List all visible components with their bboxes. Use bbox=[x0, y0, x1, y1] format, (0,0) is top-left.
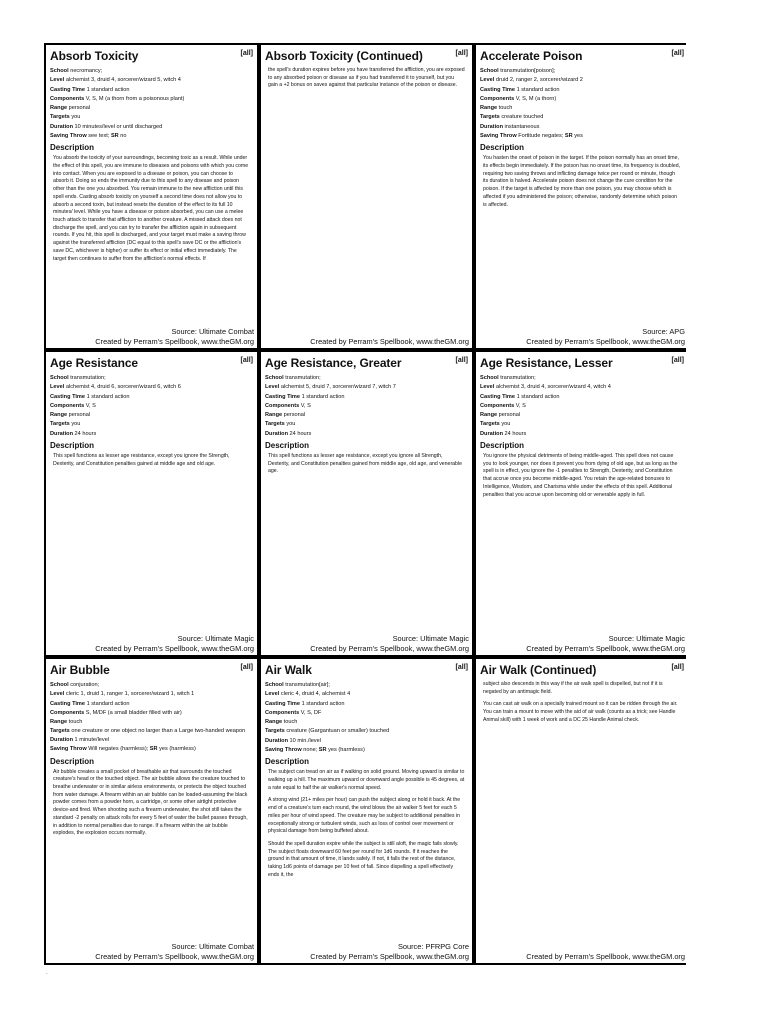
stat-value: touch bbox=[497, 105, 513, 112]
stat-row bbox=[50, 132, 253, 141]
description-paragraph: A strong wind (21+ miles per hour) can push the subject along or hold it back. At the end of a creature's turn each round, the wind blows the air walker 5 feet for each 5 miles per hour of wind speed. The creature may be subject to additional penalties in exceptionally strong or turbulent winds, such as loss of control over movement or physical damage from being buffeted about. bbox=[268, 797, 461, 835]
card-header bbox=[480, 49, 684, 65]
stat-row bbox=[265, 700, 468, 709]
card-footer bbox=[48, 942, 254, 961]
stat-label: School bbox=[480, 375, 499, 381]
card-description bbox=[50, 155, 253, 263]
spell-card-6 bbox=[46, 659, 257, 963]
stat-label: School bbox=[50, 68, 69, 74]
description-paragraph: The subject can tread on air as if walking on solid ground. Moving upward is similar to walking up a hill. The maximum upward or downward angle possible is 45 degrees, at a rate equal to half the air walker's normal speed. bbox=[268, 769, 465, 791]
stat-value: creature (Gargantuan or smaller) touched bbox=[284, 728, 390, 735]
spell-card-5 bbox=[476, 352, 688, 655]
stat-row bbox=[480, 132, 684, 141]
stat-value: you bbox=[499, 421, 511, 428]
card-description bbox=[50, 769, 253, 838]
stat-label: Casting Time bbox=[480, 86, 516, 93]
stat-value: touch bbox=[67, 719, 83, 726]
stat-row bbox=[480, 67, 684, 76]
stat-label: Range bbox=[265, 719, 283, 726]
card-title: Air Walk (Continued) bbox=[480, 663, 597, 677]
card-credit: Created by Perram's Spellbook, www.theGM.org bbox=[526, 643, 685, 653]
stat-label: Range bbox=[50, 719, 68, 726]
card-description bbox=[265, 453, 468, 476]
description-paragraph: You ignore the physical detriments of being middle-aged. This spell does not cause you to look younger, nor does it prevent you from dying of old age, but as long as the spell is in effect, you ignore the -1 penalties to Strength, Dexterity, and Constitution that accrue once you become middle-aged. You retain the age-related bonuses to Intelligence, Wisdom, and Charisma while under the effects of this spell. Additional penalties that you accrue upon becoming old or venerable apply in full. bbox=[483, 453, 678, 498]
stat-value: 1 standard action bbox=[300, 700, 345, 707]
stat-row bbox=[50, 681, 253, 690]
card-header bbox=[50, 663, 253, 679]
stat-row bbox=[50, 393, 253, 402]
stat-row bbox=[50, 718, 253, 727]
stat-value: 1 standard action bbox=[515, 86, 560, 93]
stat-row bbox=[265, 737, 468, 746]
stat-value: V, S, M (a thorn from a poisonous plant) bbox=[84, 95, 185, 102]
card-tag: [all] bbox=[671, 50, 684, 57]
stat-row bbox=[50, 430, 253, 439]
stat-value: transmutation[poison]; bbox=[498, 68, 556, 74]
card-source: Source: Ultimate Combat bbox=[171, 327, 254, 336]
page-dot: . bbox=[46, 970, 48, 976]
stat-label: Range bbox=[480, 412, 498, 419]
stat-label: Level bbox=[50, 384, 65, 391]
stat-label: Duration bbox=[480, 123, 503, 130]
card-description bbox=[480, 681, 684, 725]
stat-value: you bbox=[69, 114, 81, 121]
card-description bbox=[265, 67, 468, 90]
description-paragraph: subject also descends in this way if the air walk spell is dispelled, but not if it is negated by an antimagic field. bbox=[483, 681, 663, 695]
description-heading: Description bbox=[265, 757, 310, 767]
stat-label: Casting Time bbox=[265, 393, 301, 400]
stat-value: S, M/DF (a small bladder filled with air) bbox=[84, 709, 182, 716]
stat-value: alchemist 5, druid 7, sorcerer/wizard 7, witch 7 bbox=[279, 384, 396, 391]
spell-card-sheet bbox=[44, 43, 686, 965]
stat-label: Components bbox=[265, 709, 300, 716]
stat-value: transmutation; bbox=[68, 375, 106, 381]
card-title: Accelerate Poison bbox=[480, 49, 583, 63]
card-description bbox=[480, 453, 684, 499]
stat-label: Duration bbox=[50, 123, 73, 130]
card-title: Air Walk bbox=[265, 663, 312, 677]
card-title: Age Resistance bbox=[50, 356, 138, 370]
stat-label: Level bbox=[480, 77, 495, 84]
description-paragraph: Should the spell duration expire while the subject is still aloft, the magic fails slowly. The subject floats downward 60 feet per round for 1d6 rounds. If it reaches the ground in that amount of time, it lands safely. If not, it falls the rest of the distance, taking 1d6 points of damage per 10 feet of fall. Since dispelling a spell effectively ends it, the bbox=[268, 841, 459, 878]
card-tag: [all] bbox=[455, 664, 468, 671]
stat-row bbox=[50, 113, 253, 122]
card-stats bbox=[265, 681, 468, 755]
stat-value: 24 hours bbox=[73, 430, 97, 437]
stat-row bbox=[50, 736, 253, 745]
stat-row bbox=[480, 430, 684, 439]
description-heading: Description bbox=[480, 441, 525, 451]
spell-card-3 bbox=[46, 352, 257, 655]
stat-value: 10 min./level bbox=[288, 737, 321, 744]
stat-row bbox=[265, 690, 468, 699]
stat-label: School bbox=[265, 375, 284, 381]
stat-row bbox=[480, 402, 684, 411]
stat-label: Components bbox=[480, 95, 515, 102]
stat-row bbox=[265, 393, 468, 402]
card-footer bbox=[263, 337, 469, 347]
card-title: Age Resistance, Lesser bbox=[480, 356, 613, 370]
card-source: Source: Ultimate Combat bbox=[171, 942, 254, 951]
stat-row bbox=[50, 745, 253, 754]
card-credit: Created by Perram's Spellbook, www.theGM.org bbox=[310, 643, 469, 653]
stat-label: Targets bbox=[50, 421, 70, 428]
card-description bbox=[480, 155, 684, 209]
stat-label: Casting Time bbox=[265, 700, 301, 707]
stat-label: Range bbox=[50, 412, 68, 419]
card-credit: Created by Perram's Spellbook, www.theGM.org bbox=[95, 951, 254, 961]
stat-row bbox=[50, 700, 253, 709]
stat-row bbox=[265, 746, 468, 755]
stat-value: 1 standard action bbox=[300, 393, 345, 400]
stat-row bbox=[50, 383, 253, 392]
stat-value: alchemist 4, druid 6, sorcerer/wizard 6, witch 6 bbox=[64, 384, 181, 391]
card-footer bbox=[478, 327, 685, 346]
stat-value: personal bbox=[67, 412, 91, 419]
stat-row bbox=[480, 104, 684, 113]
stat-row bbox=[265, 430, 468, 439]
stat-value: yes (harmless) bbox=[157, 746, 196, 753]
stat-value: V, S bbox=[84, 402, 96, 409]
card-footer bbox=[478, 952, 685, 962]
stat-value: V, S bbox=[514, 402, 526, 409]
description-paragraph: This spell functions as lesser age resistance, except you ignore all Strength, Dexterity, and Constitution penalties gained from middle age, old age, and venerable age. bbox=[268, 453, 462, 475]
stat-value: conjuration; bbox=[68, 682, 100, 688]
stat-label: Targets bbox=[265, 728, 285, 735]
stat-label: Targets bbox=[480, 421, 500, 428]
spell-card-4 bbox=[261, 352, 472, 655]
stat-row bbox=[50, 123, 253, 132]
stat-value: 1 standard action bbox=[85, 86, 130, 93]
stat-row bbox=[480, 123, 684, 132]
stat-value: touch bbox=[282, 719, 298, 726]
stat-row bbox=[480, 95, 684, 104]
stat-row bbox=[50, 95, 253, 104]
spell-card-8 bbox=[476, 659, 688, 963]
stat-label: SR bbox=[318, 747, 327, 754]
card-stats bbox=[480, 374, 684, 439]
card-footer bbox=[48, 634, 254, 653]
card-credit: Created by Perram's Spellbook, www.theGM.org bbox=[526, 951, 685, 961]
card-title: Air Bubble bbox=[50, 663, 110, 677]
stat-row bbox=[265, 718, 468, 727]
stat-label: SR bbox=[564, 133, 573, 140]
card-title: Absorb Toxicity (Continued) bbox=[265, 49, 423, 63]
stat-value: necromancy; bbox=[68, 68, 103, 74]
stat-row bbox=[480, 393, 684, 402]
stat-value: no bbox=[118, 133, 127, 140]
stat-label: Components bbox=[50, 709, 85, 716]
stat-label: Saving Throw bbox=[50, 746, 87, 753]
stat-row bbox=[265, 681, 468, 690]
stat-label: Duration bbox=[480, 430, 503, 437]
card-credit: Created by Perram's Spellbook, www.theGM.org bbox=[310, 336, 469, 346]
stat-value: 10 minutes/level or until discharged bbox=[73, 123, 163, 130]
stat-label: Duration bbox=[50, 430, 73, 437]
card-title: Age Resistance, Greater bbox=[265, 356, 402, 370]
stat-row bbox=[50, 104, 253, 113]
card-stats bbox=[50, 374, 253, 439]
stat-label: Saving Throw bbox=[265, 747, 302, 754]
card-footer bbox=[48, 327, 254, 346]
stat-row bbox=[480, 374, 684, 383]
card-source: Source: PFRPG Core bbox=[397, 942, 469, 951]
stat-label: Level bbox=[480, 384, 495, 391]
stat-value: 24 hours bbox=[288, 430, 312, 437]
card-tag: [all] bbox=[671, 357, 684, 364]
card-stats bbox=[50, 681, 253, 755]
stat-row bbox=[50, 690, 253, 699]
card-header bbox=[480, 356, 684, 372]
stat-label: School bbox=[50, 375, 69, 381]
description-heading: Description bbox=[50, 143, 95, 153]
stat-label: Range bbox=[480, 105, 498, 112]
stat-row bbox=[265, 383, 468, 392]
stat-row bbox=[265, 374, 468, 383]
card-header bbox=[50, 49, 253, 65]
stat-label: Targets bbox=[480, 114, 500, 121]
spell-card-2 bbox=[476, 45, 688, 348]
stat-value: instantaneous bbox=[503, 123, 540, 130]
stat-value: personal bbox=[67, 105, 91, 112]
card-credit: Created by Perram's Spellbook, www.theGM.org bbox=[95, 643, 254, 653]
stat-row bbox=[50, 67, 253, 76]
card-header bbox=[265, 356, 468, 372]
stat-row bbox=[265, 420, 468, 429]
stat-value: V, S, M (a thorn) bbox=[514, 95, 557, 102]
card-credit: Created by Perram's Spellbook, www.theGM.org bbox=[526, 336, 685, 346]
stat-label: School bbox=[50, 682, 69, 688]
stat-row bbox=[480, 420, 684, 429]
spell-card-7 bbox=[261, 659, 472, 963]
stat-label: Casting Time bbox=[480, 393, 516, 400]
stat-row bbox=[50, 86, 253, 95]
stat-value: alchemist 3, druid 4, sorcerer/wizard 4, witch 4 bbox=[494, 384, 611, 391]
stat-row bbox=[265, 402, 468, 411]
stat-value: you bbox=[69, 421, 81, 428]
stat-value: druid 2, ranger 2, sorcerer/wizard 2 bbox=[494, 77, 583, 84]
card-title: Absorb Toxicity bbox=[50, 49, 139, 63]
stat-label: Level bbox=[50, 691, 65, 698]
stat-label: Duration bbox=[50, 737, 73, 744]
stat-label: Casting Time bbox=[50, 86, 86, 93]
stat-row bbox=[265, 727, 468, 736]
stat-value: creature touched bbox=[499, 114, 544, 121]
stat-value: 24 hours bbox=[503, 430, 527, 437]
stat-value: personal bbox=[497, 412, 521, 419]
stat-value: Will negates (harmless); bbox=[86, 746, 150, 753]
stat-label: SR bbox=[149, 746, 158, 753]
stat-value: cleric 4, druid 4, alchemist 4 bbox=[279, 691, 351, 698]
card-source: Source: APG bbox=[642, 327, 685, 336]
description-paragraph: You can cast air walk on a specially trained mount so it can be ridden through the air. You can train a mount to move with the aid of air walk (counts as a trick; see Handle Animal skill) with 1 week of work and a DC 25 Handle Animal check. bbox=[483, 701, 678, 723]
card-stats bbox=[50, 67, 253, 141]
stat-value: none; bbox=[301, 747, 319, 754]
stat-row bbox=[480, 411, 684, 420]
stat-value: V, S bbox=[299, 402, 311, 409]
card-description bbox=[265, 769, 468, 879]
stat-row bbox=[50, 709, 253, 718]
stat-value: personal bbox=[282, 412, 306, 419]
stat-row bbox=[50, 411, 253, 420]
stat-row bbox=[265, 709, 468, 718]
description-heading: Description bbox=[50, 756, 95, 766]
card-footer bbox=[478, 634, 685, 653]
stat-label: Casting Time bbox=[50, 393, 86, 400]
card-tag: [all] bbox=[240, 664, 253, 671]
stat-value: cleric 1, druid 1, ranger 1, sorcerer/wizard 1, witch 1 bbox=[64, 691, 195, 698]
stat-row bbox=[480, 383, 684, 392]
card-stats bbox=[265, 374, 468, 439]
stat-row bbox=[50, 76, 253, 85]
card-footer bbox=[263, 942, 469, 961]
stat-label: Range bbox=[265, 412, 283, 419]
stat-label: Targets bbox=[265, 421, 285, 428]
stat-value: V, S, DF bbox=[299, 709, 322, 716]
stat-row bbox=[480, 113, 684, 122]
stat-row bbox=[50, 402, 253, 411]
stat-label: Components bbox=[265, 402, 300, 409]
card-header bbox=[265, 49, 468, 65]
description-paragraph: the spell's duration expires before you have transferred the affliction, you are exposed to any absorbed poison or disease as if you had transferred it to yourself, but you gain a +2 bonus on saves against that particular instance of the poison or disease. bbox=[268, 67, 465, 89]
card-source: Source: Ultimate Magic bbox=[608, 634, 685, 643]
stat-label: Components bbox=[480, 402, 515, 409]
description-paragraph: You absorb the toxicity of your surroundings, becoming toxic as a result. While under the effect of this spell, you are immune to diseases and poisons with which you come into contact. When you are exposed to a disease or poison, you can choose to absorb it. Doing so ends the immunity due to this spell to any disease and poison other than the one you absorbed. You remain immune to the new affliction until this spell ends. Casting absorb toxicity on yourself a second time does not allow you to absorb a second toxin, but instead resets the duration of the effect to its full 10 minutes/ level. While you have a disease or poison absorbed, you can use a melee touch attack to transfer that affliction to another creature. A missed attack does not discharge the spell, and you can try to transfer the affliction again in subsequent rounds. If you hit, this spell is discharged, and your target must make a saving throw against the transferred affliction (DC equal to this spell's save DC or the affliction's save DC, whichever is higher) or suffer its effect or initial effect immediately. The target then continues to suffer from the affliction's normal effects. If bbox=[53, 155, 249, 262]
stat-value: 1 standard action bbox=[85, 700, 130, 707]
stat-value: transmutation; bbox=[498, 375, 536, 381]
card-tag: [all] bbox=[240, 50, 253, 57]
description-paragraph: Air bubble creates a small pocket of breathable air that surrounds the touched creature's head or the touched object. The air bubble allows the creature touched to breathe underwater or in similar airless environments, or protects the object touched from water damage. A firearm within an air bubble can be loaded-assuming the black powder comes from a powder horn, a cartridge, or some other airtight protective device-and fired. When shooting such a firearm underwater, the shot still takes the standard -2 penalty on attack rolls for every 5 feet of water the bullet passes through, in addition to normal penalties due to range. If a firearm within the air bubble explodes, the explosion occurs normally. bbox=[53, 768, 248, 837]
stat-label: Saving Throw bbox=[480, 133, 517, 140]
stat-label: Targets bbox=[50, 114, 70, 121]
stat-label: Duration bbox=[265, 430, 288, 437]
stat-label: School bbox=[265, 682, 284, 688]
card-source: Source: Ultimate Magic bbox=[177, 634, 254, 643]
stat-label: Level bbox=[265, 691, 280, 698]
description-heading: Description bbox=[50, 441, 95, 451]
stat-row bbox=[265, 411, 468, 420]
stat-label: Level bbox=[50, 77, 65, 84]
stat-label: Components bbox=[50, 402, 85, 409]
stat-row bbox=[50, 374, 253, 383]
card-description bbox=[50, 453, 253, 468]
stat-value: Fortitude negates; bbox=[516, 133, 565, 140]
stat-value: alchemist 3, druid 4, sorcerer/wizard 5, witch 4 bbox=[64, 77, 181, 84]
stat-label: School bbox=[480, 68, 499, 74]
description-heading: Description bbox=[265, 441, 310, 451]
stat-value: you bbox=[284, 421, 296, 428]
stat-value: yes bbox=[572, 133, 583, 140]
card-header bbox=[50, 356, 253, 372]
stat-label: Casting Time bbox=[50, 700, 86, 707]
stat-value: yes (harmless) bbox=[326, 747, 365, 754]
card-stats bbox=[480, 67, 684, 141]
card-credit: Created by Perram's Spellbook, www.theGM.org bbox=[95, 336, 254, 346]
stat-label: Targets bbox=[50, 728, 70, 735]
card-tag: [all] bbox=[455, 50, 468, 57]
card-tag: [all] bbox=[240, 357, 253, 364]
stat-label: Saving Throw bbox=[50, 133, 87, 140]
description-paragraph: You hasten the onset of poison in the target. If the poison normally has an onset time, its effects begin immediately. If the poison has no onset time, its frequency is doubled, requiring two saving throws and inflicting damage twice per round or minute, though its duration is halved. Accelerate poison does not change the cure condition for the poison. If the target is affected by more than one poison, you may choose which is affected if you administered the poison; otherwise, randomly determine which poison is affected. bbox=[483, 155, 681, 208]
stat-label: Duration bbox=[265, 737, 288, 744]
stat-label: Level bbox=[265, 384, 280, 391]
stat-value: transmutation; bbox=[283, 375, 321, 381]
card-footer bbox=[263, 634, 469, 653]
stat-value: see text; bbox=[86, 133, 111, 140]
stat-row bbox=[480, 76, 684, 85]
stat-value: 1 standard action bbox=[515, 393, 560, 400]
stat-label: Range bbox=[50, 105, 68, 112]
stat-value: one creature or one object no larger than a Large two-handed weapon bbox=[69, 728, 246, 735]
description-paragraph: This spell functions as lesser age resistance, except you ignore the Strength, Dexterity, and Constitution penalties gained at middle age and old age. bbox=[53, 453, 230, 467]
card-tag: [all] bbox=[455, 357, 468, 364]
spell-card-0 bbox=[46, 45, 257, 348]
stat-row bbox=[50, 727, 253, 736]
stat-label: SR bbox=[110, 133, 119, 140]
card-source: Source: Ultimate Magic bbox=[392, 634, 469, 643]
description-heading: Description bbox=[480, 143, 525, 153]
stat-row bbox=[50, 420, 253, 429]
stat-value: transmutation[air]; bbox=[283, 682, 330, 688]
card-tag: [all] bbox=[671, 664, 684, 671]
stat-value: 1 standard action bbox=[85, 393, 130, 400]
stat-value: 1 minute/level bbox=[73, 737, 110, 744]
stat-label: Components bbox=[50, 95, 85, 102]
card-header bbox=[480, 663, 684, 679]
card-header bbox=[265, 663, 468, 679]
card-credit: Created by Perram's Spellbook, www.theGM.org bbox=[310, 951, 469, 961]
spell-card-1 bbox=[261, 45, 472, 348]
stat-row bbox=[480, 86, 684, 95]
